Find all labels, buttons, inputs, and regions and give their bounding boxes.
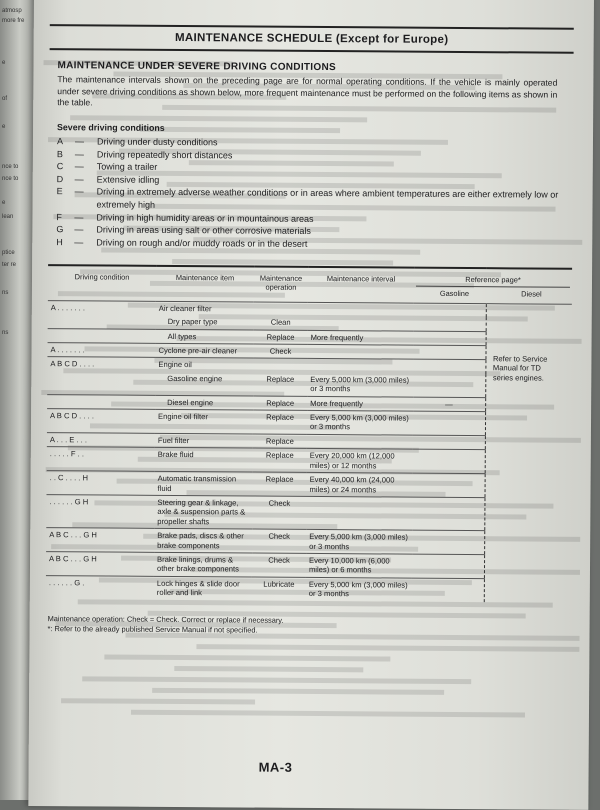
intro-paragraph: The maintenance intervals shown on the preceding page are for normal operating conditions. If the vehicle is mainly operated under severe driving conditions as shown below, more frequent maintenance must be performed on the following items as shown in the table.	[57, 74, 558, 108]
condition-letter: F	[56, 211, 62, 222]
cell-condition	[47, 371, 155, 395]
cell-condition: A . . . E . . .	[47, 432, 155, 447]
facing-page-fragment: ptice	[2, 250, 15, 256]
cell-gasoline-ref	[414, 331, 486, 346]
cell-interval	[307, 434, 413, 449]
condition-text: Driving on rough and/or muddy roads or in the desert	[96, 237, 308, 249]
table-notes	[48, 614, 284, 636]
condition-letter: B	[56, 148, 63, 159]
cell-operation: Check	[253, 344, 307, 359]
condition-item	[56, 236, 566, 252]
header-reference-label: Reference page*	[416, 275, 570, 288]
conditions-list	[56, 135, 567, 252]
cell-gasoline-ref	[413, 449, 485, 473]
facing-page-fragment: of	[2, 96, 8, 102]
cell-operation: Replace	[266, 374, 295, 384]
facing-page-fragment: ter re	[2, 262, 17, 268]
note-reference: *: Refer to the already published Service Manual if not specified.	[47, 624, 258, 635]
cell-interval: Every 20,000 km (12,000 miles) or 12 months	[307, 449, 413, 474]
cell-gasoline-ref	[414, 303, 486, 317]
condition-letter: G	[56, 224, 64, 235]
condition-letter: D	[56, 173, 64, 184]
cell-condition: A B C . . . G H	[46, 528, 154, 553]
cell-condition: A B C D . . . .	[47, 409, 155, 434]
section-title: MAINTENANCE UNDER SEVERE DRIVING CONDITIONS	[57, 60, 337, 74]
condition-text: Driving under dusty conditions	[96, 136, 218, 148]
cell-gasoline-ref	[412, 554, 484, 578]
cell-gasoline-ref	[412, 473, 484, 497]
manual-page	[28, 0, 594, 810]
cell-operation: Replace	[253, 396, 307, 411]
page-title: MAINTENANCE SCHEDULE (Except for Europe)	[50, 24, 574, 54]
facing-page-fragment: e	[2, 60, 6, 66]
cell-gasoline-ref	[412, 530, 484, 554]
cell-gasoline-ref	[413, 411, 485, 435]
cell-item: Brake linings, drums & other brake components	[154, 552, 252, 576]
cell-gasoline-ref: —	[413, 397, 485, 412]
cell-operation: Replace	[253, 448, 307, 472]
facing-page-fragment: e	[2, 124, 6, 130]
condition-dash: —	[74, 136, 85, 147]
cell-interval	[308, 302, 414, 317]
cell-condition: . . . . . . G .	[46, 575, 154, 599]
cell-interval: More frequently	[307, 396, 413, 411]
condition-text: Extensive idling	[96, 174, 160, 185]
header-diesel: Diesel	[521, 289, 542, 299]
cell-interval: Every 40,000 km (24,000 miles) or 24 months	[306, 473, 412, 498]
condition-dash: —	[74, 148, 84, 159]
condition-text: Driving in areas using salt or other corrosive materials	[96, 224, 311, 237]
cell-gasoline-ref	[413, 374, 485, 398]
cell-item: Lock hinges & slide door roller and link	[154, 576, 252, 600]
cell-item: Gasoline engine	[167, 373, 223, 384]
cell-gasoline-ref	[412, 578, 484, 602]
cell-operation	[253, 358, 307, 372]
facing-page-fragment: nce to	[2, 176, 19, 182]
cell-interval: More frequently	[308, 330, 414, 345]
condition-letter: C	[56, 161, 64, 172]
cell-operation: Lubricate	[252, 577, 306, 601]
cell-operation: Check	[252, 553, 306, 577]
condition-text: Towing a trailer	[96, 161, 158, 173]
condition-dash: —	[74, 237, 84, 248]
diesel-ref-column	[484, 303, 572, 602]
cell-item: Air cleaner filter	[156, 301, 254, 316]
header-gasoline: Gasoline	[439, 289, 470, 299]
facing-page-fragment: ns	[2, 290, 9, 296]
cell-condition: A B C . . . G H	[46, 552, 154, 577]
cell-item: Brake pads, discs & other brake components	[154, 528, 252, 552]
maintenance-table	[46, 264, 572, 602]
page-number: MA-3	[258, 759, 293, 775]
cell-condition: A . . . . . . .	[48, 300, 156, 315]
condition-dash: —	[74, 211, 84, 222]
cell-condition	[47, 394, 155, 409]
table-header-row	[48, 265, 572, 304]
cell-condition: . . . . . . G H	[46, 495, 154, 529]
cell-condition: A B C D . . . .	[47, 357, 155, 372]
condition-dash: —	[74, 161, 84, 172]
cell-operation: Replace	[253, 410, 307, 434]
cell-item: Diesel engine	[155, 395, 253, 410]
condition-letter: A	[56, 136, 64, 147]
condition-text: Driving in high humidity areas or in mountainous areas	[96, 212, 314, 224]
header-operation: Maintenance operation	[259, 273, 303, 293]
cell-item: Engine oil	[155, 358, 253, 373]
diesel-ref-note: Refer to Service Manual for TD series engines.	[492, 354, 548, 383]
condition-text: Driving in extremely adverse weather conditions or in areas where ambient temperatures are either extremely low or extremely high	[96, 186, 559, 210]
facing-page-fragment: ns	[2, 330, 9, 336]
header-item: Maintenance item	[175, 272, 235, 283]
cell-interval	[306, 496, 412, 530]
header-interval: Maintenance interval	[326, 274, 396, 284]
condition-text: Driving repeatedly short distances	[96, 149, 233, 160]
cell-operation: Replace	[253, 472, 307, 496]
cell-operation: Clean	[270, 317, 291, 328]
condition-dash: —	[74, 224, 84, 235]
condition-dash: —	[74, 186, 84, 197]
cell-condition	[48, 314, 156, 329]
cell-item: Engine oil filter	[155, 409, 253, 433]
facing-page-fragment: more fre	[2, 18, 25, 24]
facing-page-fragment: nce to	[2, 164, 19, 170]
cell-item: Fuel filter	[155, 433, 253, 448]
header-reference	[414, 268, 572, 304]
cell-interval	[308, 316, 414, 331]
cell-gasoline-ref	[414, 317, 486, 331]
cell-item: Automatic transmission fluid	[155, 471, 253, 495]
cell-condition: . . . . . F . .	[47, 447, 155, 472]
cell-gasoline-ref	[413, 435, 485, 450]
cell-item: All types	[156, 329, 254, 344]
cell-operation: Replace	[253, 434, 307, 449]
cell-item: Dry paper type	[167, 317, 218, 327]
cell-item: Cyclone pre-air cleaner	[155, 343, 253, 358]
condition-letter: H	[56, 236, 63, 247]
cell-operation: Check	[252, 496, 306, 530]
cell-item: Steering gear & linkage, axle & suspension parts & propeller shafts	[154, 495, 252, 529]
facing-page-fragment: atmosp	[2, 8, 22, 14]
cell-gasoline-ref	[413, 345, 485, 360]
facing-page-fragment: e	[2, 200, 6, 206]
cell-interval: Every 5,000 km (3,000 miles) or 3 months	[306, 530, 412, 555]
cell-condition: A . . . . . . .	[47, 343, 155, 358]
note-operation: Maintenance operation: Check = Check. Correct or replace if necessary.	[47, 614, 284, 625]
cell-interval	[307, 359, 413, 374]
cell-interval: Every 5,000 km (3,000 miles) or 3 months	[310, 374, 410, 394]
cell-condition	[48, 328, 156, 343]
cell-interval: Every 5,000 km (3,000 miles) or 3 months	[306, 577, 412, 601]
cell-gasoline-ref	[412, 497, 484, 531]
condition-dash: —	[74, 174, 84, 185]
condition-item	[56, 186, 566, 215]
cell-condition: . . C . . . . H	[47, 471, 155, 496]
conditions-title: Severe driving conditions	[57, 122, 165, 133]
cell-operation	[254, 302, 308, 316]
cell-operation: Replace	[254, 330, 308, 345]
cell-gasoline-ref	[413, 360, 485, 374]
cell-operation: Check	[252, 529, 306, 553]
header-condition: Driving condition	[74, 272, 130, 282]
condition-letter: E	[56, 186, 63, 197]
cell-interval: Every 10,000 km (6,000 miles) or 6 months	[306, 553, 412, 578]
cell-item: Brake fluid	[155, 448, 253, 472]
cell-interval: Every 5,000 km (3,000 miles) or 3 months	[307, 410, 413, 435]
facing-page-fragment: lean	[2, 214, 14, 220]
cell-interval	[307, 344, 413, 359]
